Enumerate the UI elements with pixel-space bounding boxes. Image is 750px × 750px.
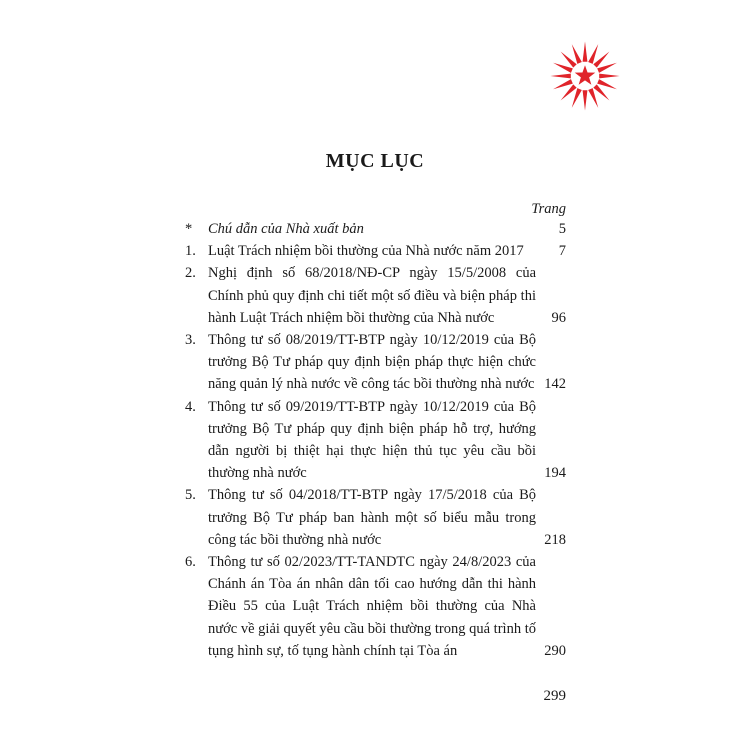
toc-entry-page: 142 <box>544 376 566 393</box>
toc-entry-publisher-note <box>185 218 566 240</box>
logo-ray <box>588 88 598 108</box>
logo-ray <box>572 44 582 64</box>
logo-ray <box>593 52 609 68</box>
toc-entry-number: 1. <box>185 243 196 260</box>
footer-page-number: 299 <box>543 688 566 704</box>
logo-ray <box>597 63 617 73</box>
logo-ray <box>583 90 588 110</box>
logo-ray <box>572 88 582 108</box>
toc-entry-number: * <box>185 221 193 237</box>
toc-entry-page: 194 <box>544 465 566 482</box>
toc-entry-title: Thông tư số 08/2019/TT-BTP ngày 10/12/2019 của Bộ trưởng Bộ Tư pháp quy định biện pháp thực hiện chức năng quản lý nhà nước về công tác bồi thường nhà nước <box>208 332 536 393</box>
toc-entry-page: 290 <box>544 642 566 659</box>
logo-ray <box>550 74 570 79</box>
toc-entry-page: 96 <box>551 309 566 326</box>
page-column-label: Trang <box>531 201 566 217</box>
publisher-star-logo <box>549 40 621 112</box>
toc-entry-title: Nghị định số 68/2018/NĐ-CP ngày 15/5/2008 của Chính phủ quy định chi tiết một số điều và biện pháp thi hành Luật Trách nhiệm bồi thường của Nhà nước <box>208 265 536 326</box>
table-of-contents <box>185 218 566 662</box>
toc-entry-number: 4. <box>185 398 196 415</box>
logo-ray <box>588 44 598 64</box>
toc-entry-6 <box>185 551 566 662</box>
toc-entry-5 <box>185 484 566 551</box>
toc-entry-number: 5. <box>185 487 196 504</box>
logo-ray <box>593 84 609 100</box>
toc-entry-page: 7 <box>558 243 566 260</box>
page-title: MỤC LỤC <box>325 150 425 172</box>
toc-entry-title: Luật Trách nhiệm bồi thường của Nhà nước năm 2017 <box>208 243 524 260</box>
logo-ray <box>561 52 577 68</box>
logo-ray <box>561 84 577 100</box>
toc-entry-2 <box>185 262 566 329</box>
logo-ray <box>583 41 588 61</box>
toc-entry-number: 6. <box>185 554 196 571</box>
toc-entry-3 <box>185 329 566 396</box>
toc-entry-number: 3. <box>185 332 196 349</box>
toc-entry-page: 5 <box>558 221 566 237</box>
toc-entry-page: 218 <box>544 531 566 548</box>
toc-entry-title: Thông tư số 04/2018/TT-BTP ngày 17/5/2018 của Bộ trưởng Bộ Tư pháp ban hành một số biểu mẫu trong công tác bồi thường nhà nước <box>208 487 536 548</box>
toc-entry-1 <box>185 240 566 262</box>
toc-entry-title: Chú dẫn của Nhà xuất bản <box>208 221 364 237</box>
logo-ray <box>553 63 573 73</box>
logo-ray <box>553 79 573 89</box>
toc-entry-title: Thông tư số 02/2023/TT-TANDTC ngày 24/8/2023 của Chánh án Tòa án nhân dân tối cao hướng dẫn thi hành Điều 55 của Luật Trách nhiệm bồi thường của Nhà nước về giải quyết yêu cầu bồi thường trong quá trình tố tụng hình sự, tố tụng hành chính tại Tòa án <box>208 554 536 659</box>
toc-entry-title: Thông tư số 09/2019/TT-BTP ngày 10/12/2019 của Bộ trưởng Bộ Tư pháp quy định biện pháp hỗ trợ, hướng dẫn người bị thiệt hại thực hiện thủ tục yêu cầu bồi thường nhà nước <box>208 398 536 482</box>
toc-entry-4 <box>185 396 566 485</box>
toc-entry-number: 2. <box>185 265 196 282</box>
logo-ray <box>597 79 617 89</box>
logo-ray <box>599 74 619 79</box>
